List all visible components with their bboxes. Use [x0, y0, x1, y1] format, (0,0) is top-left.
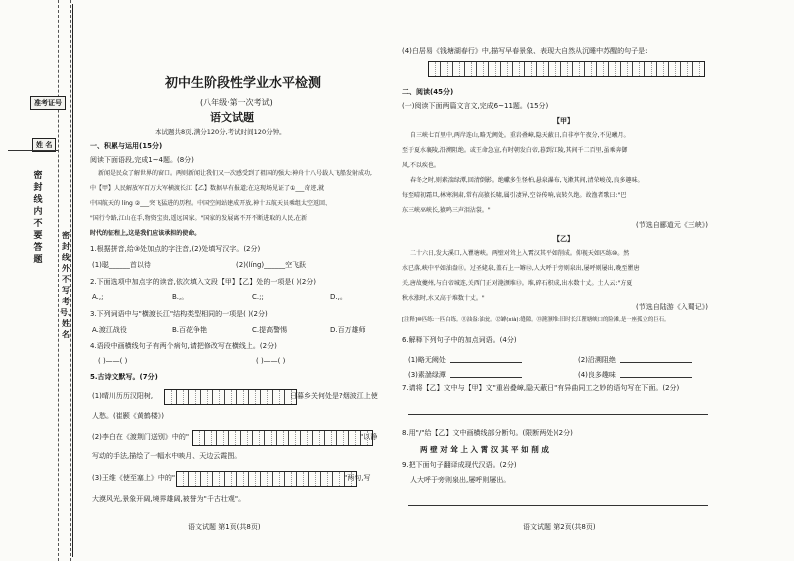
q5-1-answer-boxes[interactable]	[164, 389, 297, 405]
q5-3-desc: 大漠风光,景象开阔,境界雄阔,被誉为"千古壮观"。	[92, 495, 246, 503]
question-7: 7.请将【乙】文中与【甲】文"重岩叠嶂,隐天蔽日"有异曲同工之妙的语句写在下面。(2分)	[402, 384, 680, 392]
yi-line-4: 秋水涨时,水又高于堆数十丈。"	[402, 295, 485, 302]
exam-title: 初中生阶段性学业水平检测	[165, 76, 322, 91]
question-5: 5.古诗文默写。(7分)	[90, 373, 158, 381]
section-2-heading: 二、阅读(45分)	[402, 88, 454, 96]
q3-option-b[interactable]: B.百花争艳	[172, 326, 208, 334]
question-4-b[interactable]: ( )——( )	[256, 357, 286, 365]
jia-line-6: 东三峡巫峡长,猿鸣三声泪沾裳。"	[402, 207, 491, 214]
q6-item-4-blank[interactable]	[620, 377, 692, 378]
question-8: 8.用"/"给【乙】文中画横线部分断句。(限断两处)(2分)	[402, 429, 573, 437]
q6-item-4: (4)良多趣味	[578, 371, 616, 379]
q5-2-start: (2)李白在《渡荆门送别》中的"	[92, 433, 190, 441]
exam-number-label: 准考证号	[30, 96, 66, 110]
question-1-a[interactable]: (1)聪______首以待	[92, 261, 151, 269]
binding-line-solid	[72, 4, 73, 557]
exam-note: 本试题共8页,满分120分,考试时间120分钟。	[155, 128, 286, 136]
question-4-a[interactable]: ( )——( )	[98, 357, 128, 365]
subject-title: 语文试题	[210, 111, 254, 124]
exam-subtitle: (八年级·第一次考试)	[200, 98, 273, 107]
q5-1-start: (1)晴川历历汉阳树,	[92, 392, 154, 400]
seal-notice-right: 密封线外不写考号、姓名	[60, 231, 76, 339]
passage-line-3: 中国航天的 líng ②___突飞猛进的历程。中国空间站建成开放,神十五航天员乘组太空返回、	[90, 200, 332, 207]
question-3: 3.下列词语中与"横渡长江"结构类型相同的一项是( )(2分)	[90, 310, 268, 318]
q3-option-a[interactable]: A.渡江战役	[92, 326, 127, 334]
name-underline	[8, 150, 58, 151]
q5-3-end: "两句,写	[344, 474, 371, 482]
yi-source: (节选自陆游《入蜀记》)	[636, 303, 708, 311]
q7-answer-line[interactable]	[408, 414, 708, 415]
q6-item-2-blank[interactable]	[620, 362, 692, 363]
jia-line-5: 每至晴初霜旦,林寒涧肃,常有高猿长啸,属引凄异,空谷传响,哀转久绝。故渔者歌曰:"巴	[402, 192, 627, 199]
yi-line-1: 二十六日,发大溪口,入瞿塘峡。两壁对耸上入霄汉其平如削成。仰视天如匹练⑩。然	[410, 250, 630, 257]
annotations: [注释]⑩匹练:一匹白练。⑪油盎:油瓮。⑫罅(xià):缝隙。⑬滟滪堆:旧时长江瞿塘峡口的险滩,是一座孤立的巨石。	[402, 317, 670, 323]
q5-1-source: 人愁。(崔颢《黄鹤楼》)	[92, 412, 164, 420]
q3-option-d[interactable]: D.百万雄师	[330, 326, 366, 334]
q9-sentence: 人大呼于旁则泉出,屡呼则屡出。	[410, 476, 511, 484]
question-9: 9.把下面句子翻译成现代汉语。(2分)	[402, 461, 517, 469]
q3-option-c[interactable]: C.提高警惕	[252, 326, 288, 334]
passage-line-1: 新闻是民众了解世界的窗口。两则新闻让我们又一次感受到了祖国的强大:神舟十八号载人飞船发射成功,	[98, 170, 372, 177]
q6-item-3: (3)素湍绿潭	[408, 371, 446, 379]
q2-option-c[interactable]: C.;;	[252, 293, 264, 301]
question-4: 4.语段中画横线句子有两个病句,请把修改写在横线上。(2分)	[90, 342, 277, 350]
section-1-intro: 阅读下面语段,完成1~4题。(8分)	[90, 156, 194, 164]
q6-item-2: (2)沿溯阻绝	[578, 356, 616, 364]
section-2-part-1: (一)阅读下面两篇文言文,完成6~11题。(15分)	[402, 102, 549, 110]
passage-yi-label: 【乙】	[553, 235, 574, 243]
yi-line-3: 关,唐故夔州,与白帝城连,关西门正对滟滪堆⑬。堆,碎石积成,出水数十丈。土人云:"方夏	[402, 280, 633, 287]
passage-jia-label: 【甲】	[553, 117, 574, 125]
q2-option-d[interactable]: D.,。	[330, 293, 347, 301]
passage-line-5: 时代的征程上,这是我们应该承担的使命。	[90, 230, 201, 237]
seal-notice-left: 密封线内不要答题	[33, 171, 43, 265]
q5-3-answer-boxes[interactable]	[176, 471, 357, 487]
q5-4-prompt: (4)白居易《钱塘湖春行》中,描写早春景象、表现大自然从沉睡中苏醒的句子是:	[402, 47, 648, 55]
binding-line-outer	[58, 0, 59, 561]
q9-answer-line[interactable]	[408, 505, 708, 506]
yi-line-2: 水已落,峡中平如油盎⑪。过圣姥泉,盖石上一罅⑫,人大呼于旁则泉出,屡呼则屡出,晚至瞿唐	[402, 265, 640, 272]
passage-line-4: "国行令路,江山在手,物资宝贵,遥远国家。"国家的发展离不开不断进取的人民,在新	[90, 215, 308, 222]
question-2: 2.下面选项中加点字的读音,依次填入文段【甲】【乙】处的一项是( )(2分)	[90, 278, 317, 286]
q5-4-answer-boxes[interactable]	[428, 61, 705, 77]
jia-line-4: 春冬之时,则素湍绿潭,回清倒影。绝巘多生怪柏,悬泉瀑布,飞漱其间,清荣峻茂,良多趣味。	[410, 177, 644, 184]
q2-option-a[interactable]: A.,;	[92, 293, 104, 301]
jia-line-3: 风,不以疾也。	[402, 162, 440, 169]
page-1-footer: 语文试题 第1页(共8页)	[188, 523, 261, 531]
question-6: 6.解释下列句子中的加点词语。(4分)	[402, 336, 517, 344]
jia-line-1: 自三峡七百里中,两岸连山,略无阙处。重岩叠嶂,隐天蔽日,自非亭午夜分,不见曦月。	[410, 132, 630, 139]
page-2-footer: 语文试题 第2页(共8页)	[523, 523, 596, 531]
jia-line-2: 至于夏水襄陵,沿溯阻绝。或王命急宣,有时朝发白帝,暮到江陵,其间千二百里,虽乘奔御	[402, 147, 628, 154]
q5-2-end: "以静	[360, 433, 378, 441]
q2-option-b[interactable]: B.,。	[172, 293, 189, 301]
student-name-label: 姓 名	[32, 138, 56, 152]
section-1-heading: 一、积累与运用(15分)	[90, 142, 163, 150]
jia-source: (节选自郦道元《三峡》)	[636, 221, 708, 229]
q6-item-3-blank[interactable]	[450, 377, 522, 378]
question-1: 1.根据拼音,给③处加点的字注音,(2)处填写汉字。(2分)	[90, 245, 261, 253]
q5-3-start: (3)王维《使至塞上》中的"	[92, 474, 176, 482]
q5-2-desc: 写动的手法,描绘了一幅水中映月、天边云霞图。	[92, 452, 242, 460]
q6-item-1-blank[interactable]	[450, 362, 522, 363]
q6-item-1: (1)略无阙处	[408, 356, 446, 364]
q8-sentence[interactable]: 两 壁 对 耸 上 入 霄 汉 其 平 如 削 成	[420, 445, 549, 454]
passage-line-2: 中【甲】人民解放军百万大军横渡长江【乙】数据早有报道;在这现场见证了①___奇迹,就	[90, 185, 325, 192]
question-1-b[interactable]: (2)(líng)______空飞跃	[236, 261, 307, 269]
q5-1-end: 日暮乡关何处是?烟波江上使	[290, 392, 378, 400]
q5-2-answer-boxes[interactable]	[192, 430, 373, 446]
